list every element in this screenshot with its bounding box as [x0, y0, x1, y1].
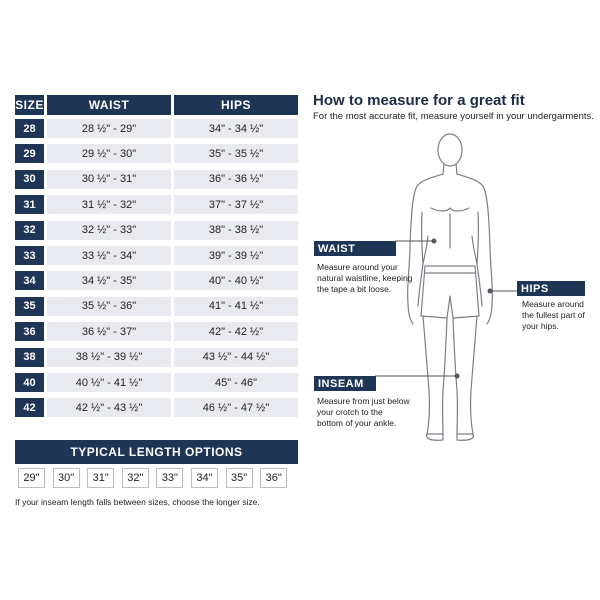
length-option: 34"	[191, 468, 218, 488]
hips-cell: 34" - 34 ½"	[174, 119, 298, 138]
waist-cell: 35 ½" - 36"	[47, 297, 171, 316]
waist-cell: 29 ½" - 30"	[47, 144, 171, 163]
waist-leader-dot	[432, 239, 436, 243]
waist-cell: 32 ½" - 33"	[47, 221, 171, 240]
waist-cell: 42 ½" - 43 ½"	[47, 398, 171, 417]
waist-cell: 40 ½" - 41 ½"	[47, 373, 171, 392]
hips-cell: 43 ½" - 44 ½"	[174, 348, 298, 367]
length-option: 32"	[122, 468, 149, 488]
hips-cell: 37" - 37 ½"	[174, 195, 298, 214]
size-header: SIZE	[15, 95, 44, 115]
inseam-desc-line: your crotch to the	[317, 407, 383, 417]
hips-cell: 41" - 41 ½"	[174, 297, 298, 316]
waist-header: WAIST	[47, 95, 171, 115]
hips-desc-line: Measure around	[522, 299, 584, 309]
waist-desc-line: the tape a bit loose.	[317, 284, 392, 294]
hips-cell: 46 ½" - 47 ½"	[174, 398, 298, 417]
size-cell: 35	[15, 297, 44, 316]
hips-cell: 40" - 40 ½"	[174, 271, 298, 290]
size-cell: 31	[15, 195, 44, 214]
measure-subtitle: For the most accurate fit, measure yourself in your undergarments.	[313, 111, 594, 122]
size-cell: 34	[15, 271, 44, 290]
inseam-note: If your inseam length falls between sizes, choose the longer size.	[15, 497, 260, 507]
size-cell: 36	[15, 322, 44, 341]
hips-header: HIPS	[174, 95, 298, 115]
hips-cell: 42" - 42 ½"	[174, 322, 298, 341]
size-cell: 30	[15, 170, 44, 189]
inseam-desc-line: bottom of your ankle.	[317, 418, 397, 428]
waist-label: WAIST	[314, 241, 396, 256]
size-cell: 32	[15, 221, 44, 240]
size-cell: 40	[15, 373, 44, 392]
hips-cell: 39" - 39 ½"	[174, 246, 298, 265]
length-option: 36"	[260, 468, 287, 488]
hips-label: HIPS	[517, 281, 585, 296]
waist-cell: 36 ½" - 37"	[47, 322, 171, 341]
waist-cell: 33 ½" - 34"	[47, 246, 171, 265]
measure-title: How to measure for a great fit	[313, 92, 525, 109]
hips-cell: 35" - 35 ½"	[174, 144, 298, 163]
length-option: 29"	[18, 468, 45, 488]
waist-cell: 34 ½" - 35"	[47, 271, 171, 290]
size-cell: 29	[15, 144, 44, 163]
length-option: 30"	[53, 468, 80, 488]
waist-desc-line: Measure around your	[317, 262, 398, 272]
hips-leader-dot	[488, 289, 492, 293]
hips-desc-line: the fullest part of	[522, 310, 585, 320]
length-option: 33"	[156, 468, 183, 488]
hips-description	[522, 299, 585, 332]
hips-cell: 36" - 36 ½"	[174, 170, 298, 189]
length-option: 31"	[87, 468, 114, 488]
waist-description	[317, 262, 412, 295]
waist-cell: 31 ½" - 32"	[47, 195, 171, 214]
size-cell: 38	[15, 348, 44, 367]
inseam-leader-dot	[455, 374, 459, 378]
size-cell: 28	[15, 119, 44, 138]
size-cell: 33	[15, 246, 44, 265]
length-options-title: TYPICAL LENGTH OPTIONS	[15, 440, 298, 464]
waist-cell: 38 ½" - 39 ½"	[47, 348, 171, 367]
size-cell: 42	[15, 398, 44, 417]
length-option: 35"	[226, 468, 253, 488]
hips-cell: 38" - 38 ½"	[174, 221, 298, 240]
waist-cell: 30 ½" - 31"	[47, 170, 171, 189]
hips-desc-line: your hips.	[522, 321, 559, 331]
inseam-label: INSEAM	[314, 376, 376, 391]
inseam-description	[317, 396, 410, 429]
waist-desc-line: natural waistline, keeping	[317, 273, 413, 283]
inseam-desc-line: Measure from just below	[317, 396, 410, 406]
waist-cell: 28 ½" - 29"	[47, 119, 171, 138]
hips-cell: 45" - 46"	[174, 373, 298, 392]
